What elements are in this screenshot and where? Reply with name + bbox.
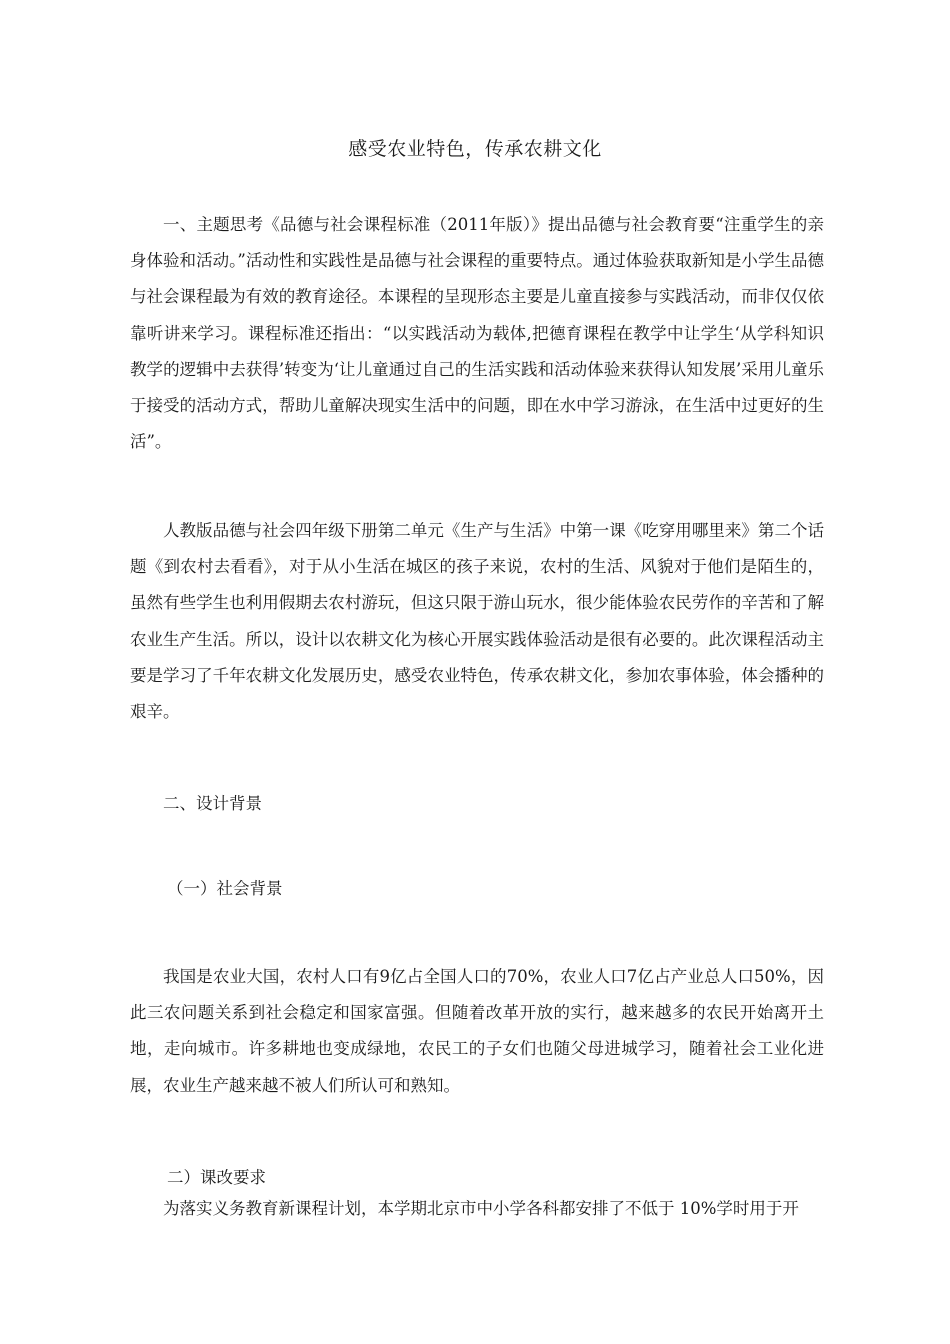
paragraph-lesson-intro: 人教版品德与社会四年级下册第二单元《生产与生活》中第一课《吃穿用哪里来》第二个话题《到农村去看看》，对于从小生活在城区的孩子来说，农村的生活、风貌对于他们是陌生的，虽然有些学生也利用假期去农村游玩，但这只限于游山玩水，很少能体验农民劳作的辛苦和了解农业生产生活。所以，设计以农耕文化为核心开展实践体验活动是很有必要的。此次课程活动主要是学习了千年农耕文化发展历史，感受农业特色，传承农耕文化，参加农事体验，体会播种的艰辛。 (130, 521, 824, 722)
paragraph-social-background: 我国是农业大国，农村人口有9亿占全国人口的70%，农业人口7亿占产业总人口50%，因此三农问题关系到社会稳定和国家富强。但随着改革开放的实行，越来越多的农民开始离开土地，走向城市。许多耕地也变成绿地，农民工的子女们也随父母进城学习，随着社会工业化进展，农业生产越来越不被人们所认可和熟知。 (130, 967, 824, 1095)
paragraph-theme-thinking: 一、主题思考《品德与社会课程标准（2011年版）》提出品德与社会教育要“注重学生的亲身体验和活动。”活动性和实践性是品德与社会课程的重要特点。通过体验获取新知是小学生品德与社会课程最为有效的教育途径。本课程的呈现形态主要是儿童直接参与实践活动，而非仅仅依靠听讲来学习。课程标准还指出：“以实践活动为载体,把德育课程在教学中让学生‘从学科知识教学的逻辑中去获得’转变为‘让儿童通过自己的生活实践和活动体验来获得认知发展’采用儿童乐于接受的活动方式，帮助儿童解决现实生活中的问题，即在水中学习游泳，在生活中过更好的生活”。 (130, 215, 824, 452)
document-title: 感受农业特色，传承农耕文化 (348, 138, 602, 160)
paragraph-curriculum-reform: 为落实义务教育新课程计划，本学期北京市中小学各科都安排了不低于 10%学时用于开 (163, 1199, 799, 1218)
subsection-heading-curriculum-reform: 二）课改要求 (167, 1168, 266, 1187)
section-heading-design-background: 二、设计背景 (163, 794, 262, 813)
subsection-heading-social-background: （一）社会背景 (167, 879, 283, 898)
